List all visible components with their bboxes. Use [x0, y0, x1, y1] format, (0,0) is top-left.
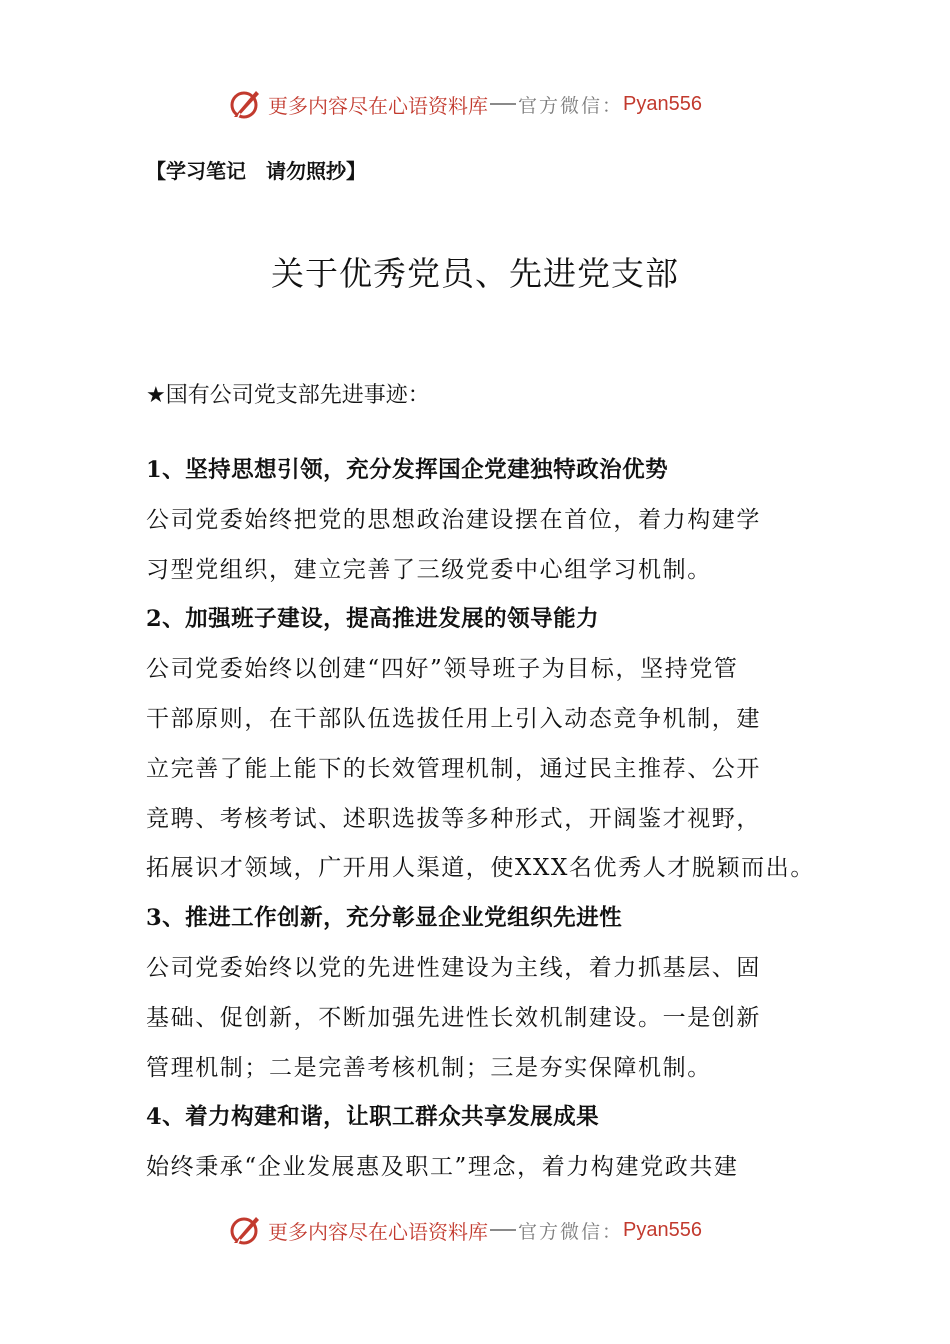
- watermark-wechat-id: Pyan556: [623, 1218, 702, 1241]
- paragraph-heading-1: 1、坚持思想引领，充分发挥国企党建独特政治优势: [146, 457, 669, 483]
- paragraph-heading-2: 2、加强班子建设，提高推进发展的领导能力: [146, 606, 600, 633]
- document-title: 关于优秀党员、先进党支部: [271, 254, 679, 293]
- quill-logo-icon: [228, 87, 262, 121]
- paragraph-line: 基础、促创新，不断加强先进性长效机制建设。一是创新: [146, 1004, 761, 1031]
- watermark-official: 官方微信：: [518, 1220, 624, 1243]
- paragraph-line: 立完善了能上能下的长效管理机制，通过民主推荐、公开: [146, 755, 761, 782]
- paragraph-line: 公司党委始终以创建“四好”领导班子为目标，坚持党管: [146, 656, 739, 683]
- watermark-banner-top: [228, 84, 748, 124]
- watermark-brand: 更多内容尽在心语资料库: [268, 93, 488, 118]
- watermark-dash: [490, 1229, 516, 1231]
- paragraph-heading-3: 3、推进工作创新，充分彰显企业党组织先进性: [146, 905, 623, 932]
- watermark-dash: [490, 103, 516, 105]
- study-note-label: 【学习笔记 请勿照抄】: [146, 159, 366, 183]
- paragraph-heading-4: 4、着力构建和谐，让职工群众共享发展成果: [146, 1104, 600, 1131]
- watermark-brand: 更多内容尽在心语资料库: [268, 1219, 488, 1244]
- watermark-official: 官方微信：: [518, 94, 624, 117]
- paragraph-line: 始终秉承“企业发展惠及职工”理念，着力构建党政共建: [146, 1154, 739, 1181]
- paragraph-line: 拓展识才领域，广开用人渠道，使XXX名优秀人才脱颖而出。: [146, 855, 815, 882]
- paragraph-line: 竞聘、考核考试、述职选拔等多种形式，开阔鉴才视野，: [146, 805, 761, 832]
- paragraph-line: 干部原则，在干部队伍选拔任用上引入动态竞争机制，建: [146, 705, 761, 732]
- paragraph-line: 管理机制；二是完善考核机制；三是夯实保障机制。: [146, 1054, 712, 1081]
- paragraph-line: 习型党组织，建立完善了三级党委中心组学习机制。: [146, 556, 712, 583]
- watermark-wechat-id: Pyan556: [623, 92, 702, 115]
- document-body: [146, 446, 826, 1193]
- section-heading: ★国有公司党支部先进事迹：: [146, 383, 430, 408]
- quill-logo-icon: [228, 1213, 262, 1247]
- watermark-banner-bottom: [228, 1210, 748, 1250]
- paragraph-line: 公司党委始终以党的先进性建设为主线，着力抓基层、固: [146, 954, 761, 981]
- paragraph-line: 公司党委始终把党的思想政治建设摆在首位，着力构建学: [146, 506, 761, 533]
